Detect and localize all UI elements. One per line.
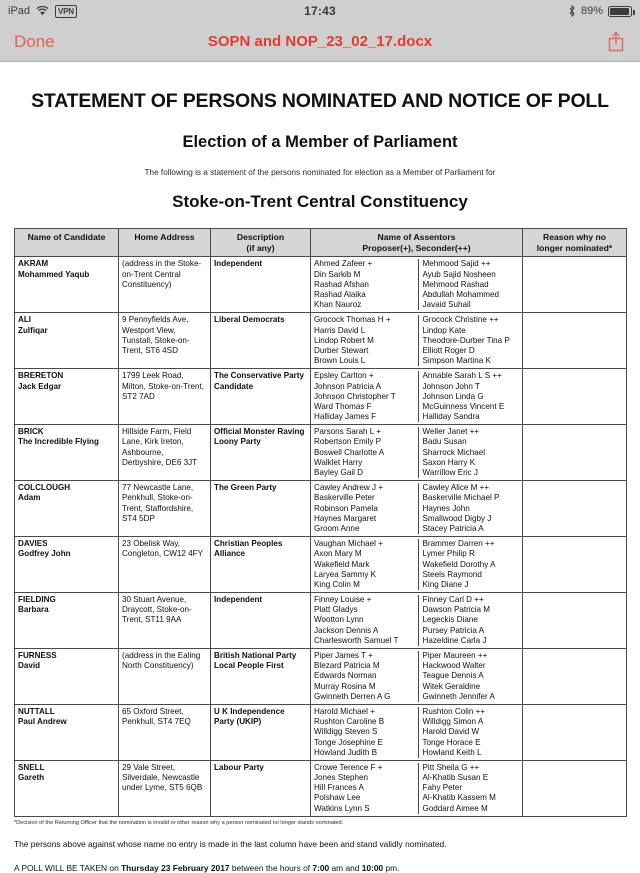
candidate-surname: BRICK (18, 427, 44, 437)
assentor-name: Brown Louis L (314, 356, 366, 366)
column-header-address: Home Address (119, 229, 211, 257)
poll-note-am: am and (329, 862, 362, 873)
assentor-name: Simpson Martina K (422, 356, 491, 366)
poll-note-mid: between the hours of (229, 862, 313, 873)
assentor-name: Khan Nauroz (314, 300, 362, 310)
reason-cell (523, 481, 627, 537)
column-header-name: Name of Candidate (15, 229, 119, 257)
assentors-proposer-column (314, 539, 419, 590)
assentor-name: Lindop Kate (422, 325, 466, 335)
candidate-address-cell: 30 Stuart Avenue, Draycott, Stoke-on-Trent, ST11 9AA (119, 593, 211, 649)
reason-cell (523, 537, 627, 593)
candidate-surname: COLCLOUGH (18, 483, 71, 493)
table-row (15, 481, 627, 537)
assentor-name: Javaid Suhail (422, 300, 471, 310)
assentor-name: Elliott Roger D (422, 345, 475, 355)
assentor-name: Edwards Norman (314, 671, 377, 681)
assentor-name: Al-Khatib Susan E (422, 773, 489, 783)
table-row (15, 760, 627, 816)
assentor-name: Wootton Lynn (314, 615, 364, 625)
bluetooth-icon (568, 5, 576, 17)
table-row (15, 369, 627, 425)
assentor-name: Harold Michael + (314, 706, 375, 716)
device-name-label: iPad (8, 5, 31, 17)
assentor-name: Piper James T + (314, 651, 373, 661)
ios-status-bar (0, 0, 640, 22)
candidate-name-cell (15, 425, 119, 481)
candidate-description-cell: U K Independence Party (UKIP) (211, 704, 311, 760)
assentor-name: Howland Judith B (314, 747, 377, 757)
assentor-name: Laryea Sammy K (314, 569, 377, 579)
table-row (15, 704, 627, 760)
assentor-name: Ayub Sajid Nosheen (422, 269, 496, 279)
candidate-surname: ALI (18, 315, 32, 325)
assentor-name: McGuinness Vincent E (422, 401, 505, 411)
assentor-name: Dawson Patricia M (422, 605, 490, 615)
candidate-surname: AKRAM (18, 259, 49, 269)
assentors-cell (311, 593, 523, 649)
candidate-surname: FURNESS (18, 651, 57, 661)
assentor-name: Jones Stephen (314, 773, 369, 783)
reason-cell (523, 760, 627, 816)
candidate-address-cell: Hillside Farm, Field Lane, Kirk Ireton, Ashbourne, Derbyshire, DE6 3JT (119, 425, 211, 481)
assentor-name: Willdigg Steven S (314, 727, 378, 737)
candidate-description-cell: The Green Party (211, 481, 311, 537)
validity-note: The persons above against whose name no entry is made in the last column have been and stand validly nominated. (14, 838, 447, 849)
column-header-description (211, 229, 311, 257)
assentors-cell (311, 704, 523, 760)
assentor-name: Lindop Robert M (314, 335, 374, 345)
candidate-surname: FIELDING (18, 595, 56, 605)
assentor-name: Witek Geraldine (422, 681, 481, 691)
assentor-name: Finney Carl D ++ (422, 595, 484, 605)
assentor-name: Wakefield Mark (314, 559, 370, 569)
assentors-seconder-column (418, 707, 523, 758)
candidate-forenames: Godfrey John (18, 549, 71, 559)
assentor-name: Halliday James F (314, 412, 377, 422)
assentors-proposer-column (314, 315, 419, 366)
candidate-name-cell (15, 649, 119, 705)
battery-percent-label: 89% (580, 5, 603, 17)
candidate-forenames: Adam (18, 493, 41, 503)
assentors-proposer-column (314, 427, 419, 478)
assentors-seconder-column (418, 483, 523, 534)
column-header-assentors (311, 229, 523, 257)
page-subtitle: Election of a Member of Parliament (182, 133, 458, 151)
assentor-name: Baskerville Michael P (422, 493, 500, 503)
column-header-description-line1: Description (236, 232, 285, 242)
candidate-description-cell: Liberal Democrats (211, 313, 311, 369)
table-row (15, 425, 627, 481)
constituency-title: Stoke-on-Trent Central Constituency (172, 192, 468, 211)
candidate-forenames: David (18, 661, 41, 671)
reason-cell (523, 425, 627, 481)
candidate-forenames: The Incredible Flying (18, 437, 99, 447)
assentors-proposer-column (314, 651, 419, 702)
assentor-name: Grocock Christine ++ (422, 315, 499, 325)
candidate-name-cell (15, 313, 119, 369)
assentor-name: Baskerville Peter (314, 493, 375, 503)
share-icon[interactable] (606, 30, 626, 54)
candidate-name-cell (15, 257, 119, 313)
column-header-assentors-line2: Proposer(+), Seconder(++) (362, 242, 471, 253)
candidate-forenames: Barbara (18, 605, 49, 615)
done-button[interactable]: Done (14, 31, 55, 51)
assentor-name: Grocock Thomas H + (314, 315, 391, 325)
candidate-forenames: Gareth (18, 773, 45, 783)
candidate-description-cell: British National Party Local People First (211, 649, 311, 705)
assentors-proposer-column (314, 595, 419, 646)
assentor-name: Legeckis Diane (422, 615, 478, 625)
assentor-name: Hackwood Walter (422, 661, 486, 671)
reason-cell (523, 649, 627, 705)
candidate-name-cell (15, 481, 119, 537)
assentor-name: King Diane J (422, 579, 469, 589)
candidate-description-cell: Official Monster Raving Loony Party (211, 425, 311, 481)
poll-date: Thursday 23 February 2017 (121, 862, 230, 873)
table-header-row (15, 229, 627, 257)
assentor-name: Tonge Josephine E (314, 737, 383, 747)
candidate-description-cell: Independent (211, 257, 311, 313)
candidate-address-cell: 9 Pennyfields Ave, Westport View, Tunstall, Stoke-on-Trent, ST6 4SD (119, 313, 211, 369)
assentor-name: Halliday Sandra (422, 412, 480, 422)
assentor-name: Walklet Harry (314, 457, 363, 467)
reason-cell (523, 313, 627, 369)
assentors-seconder-column (418, 427, 523, 478)
candidate-name-cell (15, 593, 119, 649)
column-header-assentors-line1: Name of Assentors (377, 232, 456, 242)
assentor-name: Parsons Sarah L + (314, 427, 381, 437)
poll-note-prefix: A POLL WILL BE TAKEN on (14, 862, 122, 873)
battery-icon (608, 6, 632, 17)
candidate-name-cell (15, 704, 119, 760)
column-header-reason-line1: Reason why no (542, 232, 607, 242)
assentor-name: Cawley Andrew J + (314, 483, 384, 493)
assentor-name: Crowe Terence F + (314, 762, 383, 772)
assentor-name: Brammer Darren ++ (422, 539, 495, 549)
assentor-name: Teague Dennis A (422, 671, 484, 681)
assentor-name: Robertson Emily P (314, 437, 382, 447)
poll-note (14, 863, 626, 873)
assentors-seconder-column (418, 763, 523, 814)
assentor-name: Rashad Afshan (314, 279, 369, 289)
table-row (15, 537, 627, 593)
assentor-name: Cawley Alice M ++ (422, 483, 490, 493)
assentors-proposer-column (314, 763, 419, 814)
nominations-table-body (15, 257, 627, 816)
document-page (0, 62, 640, 873)
candidate-address-cell: 23 Obelisk Way, Congleton, CW12 4FY (119, 537, 211, 593)
assentor-name: Johnson Christopher T (314, 391, 396, 401)
assentor-name: Din Sarkib M (314, 269, 361, 279)
assentor-name: Vaughan Michael + (314, 539, 383, 549)
assentor-name: Epsley Carlton + (314, 371, 374, 381)
assentor-name: Johnson Patricia A (314, 381, 382, 391)
table-row (15, 649, 627, 705)
assentor-name: Howland Keith L (422, 747, 482, 757)
assentors-proposer-column (314, 371, 419, 422)
assentor-name: Badu Susan (422, 437, 467, 447)
assentors-seconder-column (418, 259, 523, 310)
assentor-name: Johnson Linda G (422, 391, 484, 401)
candidate-name-cell (15, 369, 119, 425)
table-footnote: *Decision of the Returning Officer that the nomination is invalid or other reason why a person nominated no longer stands nominated. (14, 819, 344, 826)
poll-close-time: 10:00 (361, 862, 384, 873)
assentor-name: Johnson John T (422, 381, 480, 391)
assentors-cell (311, 425, 523, 481)
assentors-seconder-column (418, 315, 523, 366)
assentor-name: Murray Rosina M (314, 681, 376, 691)
table-row (15, 313, 627, 369)
candidate-address-cell: (address in the Ealing North Constituency) (119, 649, 211, 705)
assentor-name: Robinson Pamela (314, 503, 378, 513)
candidate-address-cell: (address in the Stoke-on-Trent Central Constituency) (119, 257, 211, 313)
assentors-proposer-column (314, 483, 419, 534)
assentor-name: Axon Mary M (314, 549, 362, 559)
candidate-address-cell: 1799 Leek Road, Milton, Stoke-on-Trent, ST2 7AD (119, 369, 211, 425)
assentor-name: Goddard Aimee M (422, 803, 488, 813)
assentor-name: Watkins Lynn S (314, 803, 370, 813)
page-title: STATEMENT OF PERSONS NOMINATED AND NOTICE OF POLL (31, 90, 609, 112)
assentors-cell (311, 649, 523, 705)
candidate-description-cell: Christian Peoples Alliance (211, 537, 311, 593)
assentor-name: Lymer Philip R (422, 549, 475, 559)
candidate-address-cell: 65 Oxford Street, Penkhull, ST4 7EQ (119, 704, 211, 760)
lead-paragraph: The following is a statement of the persons nominated for election as a Member of Parliament for (144, 168, 496, 177)
assentor-name: Harold David W (422, 727, 480, 737)
candidate-description-cell: The Conservative Party Candidate (211, 369, 311, 425)
assentor-name: Theodore-Durber Tina P (422, 335, 510, 345)
assentor-name: Pitt Sheila G ++ (422, 762, 480, 772)
candidate-forenames: Paul Andrew (18, 717, 67, 727)
candidate-forenames: Jack Edgar (18, 381, 62, 391)
assentor-name: Harris David L (314, 325, 366, 335)
column-header-description-line2: (if any) (246, 242, 275, 253)
assentors-seconder-column (418, 539, 523, 590)
assentor-name: Finney Louise + (314, 595, 372, 605)
assentor-name: Blezard Patricia M (314, 661, 380, 671)
assentors-proposer-column (314, 259, 419, 310)
assentor-name: Warrillow Eric J (422, 468, 478, 478)
status-bar-clock: 17:43 (304, 4, 336, 18)
candidate-surname: NUTTALL (18, 706, 55, 716)
document-title: SOPN and NOP_23_02_17.docx (207, 33, 433, 50)
assentor-name: Rushton Caroline B (314, 717, 385, 727)
candidate-surname: SNELL (18, 762, 45, 772)
assentors-proposer-column (314, 707, 419, 758)
assentors-cell (311, 481, 523, 537)
assentor-name: Ahmed Zafeer + (314, 259, 373, 269)
poll-open-time: 7:00 (312, 862, 330, 873)
nominations-table (14, 228, 627, 817)
assentor-name: Boswell Charlotte A (314, 447, 385, 457)
assentor-name: Weller Janet ++ (422, 427, 480, 437)
assentors-cell (311, 257, 523, 313)
assentor-name: Smallwood Digby J (422, 513, 492, 523)
assentor-name: Rushton Colin ++ (422, 706, 486, 716)
assentor-name: Al-Khatib Kassem M (422, 793, 496, 803)
table-row (15, 257, 627, 313)
assentor-name: Durber Stewart (314, 345, 369, 355)
candidate-forenames: Zulfiqar (18, 325, 48, 335)
document-viewer-toolbar (0, 22, 640, 62)
status-bar-right (568, 5, 632, 17)
assentors-cell (311, 760, 523, 816)
assentor-name: Hazeldine Carla J (422, 635, 487, 645)
assentor-name: Haynes John (422, 503, 470, 513)
reason-cell (523, 704, 627, 760)
assentor-name: Saxon Harry K (422, 457, 476, 467)
assentors-seconder-column (418, 371, 523, 422)
column-header-reason-line2: longer nominated* (536, 242, 613, 253)
candidate-surname: DAVIES (18, 539, 48, 549)
assentor-name: Gwinneth Jennifer A (422, 691, 495, 701)
assentor-name: Mehmood Sajid ++ (422, 259, 491, 269)
assentor-name: King Colin M (314, 579, 360, 589)
assentor-name: Stacey Patricia A (422, 523, 484, 533)
poll-note-pm: pm. (383, 862, 400, 873)
candidate-name-cell (15, 760, 119, 816)
assentors-cell (311, 313, 523, 369)
assentor-name: Abdullah Mohammed (422, 290, 499, 300)
assentor-name: Gwinneth Derren A G (314, 691, 391, 701)
assentor-name: Groom Anne (314, 523, 360, 533)
assentor-name: Fahy Peter (422, 783, 463, 793)
candidate-address-cell: 77 Newcastle Lane, Penkhull, Stoke-on-Trent, Staffordshire, ST4 5DP (119, 481, 211, 537)
assentor-name: Charlesworth Samuel T (314, 635, 399, 645)
assentor-name: Wakefield Dorothy A (422, 559, 496, 569)
candidate-description-cell: Labour Party (211, 760, 311, 816)
reason-cell (523, 593, 627, 649)
assentor-name: Mehmood Rashad (422, 279, 489, 289)
candidate-address-cell: 29 Vale Street, Silverdale, Newcastle under Lyme, ST5 6QB (119, 760, 211, 816)
column-header-reason (523, 229, 627, 257)
assentors-cell (311, 537, 523, 593)
assentor-name: Sharrock Michael (422, 447, 486, 457)
reason-cell (523, 257, 627, 313)
assentors-seconder-column (418, 595, 523, 646)
assentor-name: Steels Raymond (422, 569, 482, 579)
assentor-name: Hill Frances A (314, 783, 364, 793)
assentor-name: Platt Gladys (314, 605, 358, 615)
candidate-surname: BRERETON (18, 371, 64, 381)
assentor-name: Jackson Dennis A (314, 625, 379, 635)
candidate-description-cell: Independent (211, 593, 311, 649)
assentor-name: Willdigg Simon A (422, 717, 484, 727)
assentor-name: Pursey Patricia A (422, 625, 485, 635)
assentor-name: Haynes Margaret (314, 513, 377, 523)
candidate-forenames: Mohammed Yaqub (18, 269, 90, 279)
assentors-cell (311, 369, 523, 425)
assentor-name: Piper Maureen ++ (422, 651, 488, 661)
vpn-badge: VPN (55, 5, 77, 18)
assentor-name: Bayley Gail D (314, 468, 364, 478)
assentor-name: Annable Sarah L S ++ (422, 371, 502, 381)
assentor-name: Ward Thomas F (314, 401, 372, 411)
assentors-seconder-column (418, 651, 523, 702)
assentor-name: Rashad Alaika (314, 290, 366, 300)
table-row (15, 593, 627, 649)
candidate-name-cell (15, 537, 119, 593)
assentor-name: Tonge Horace E (422, 737, 481, 747)
assentor-name: Polshaw Lee (314, 793, 361, 803)
reason-cell (523, 369, 627, 425)
